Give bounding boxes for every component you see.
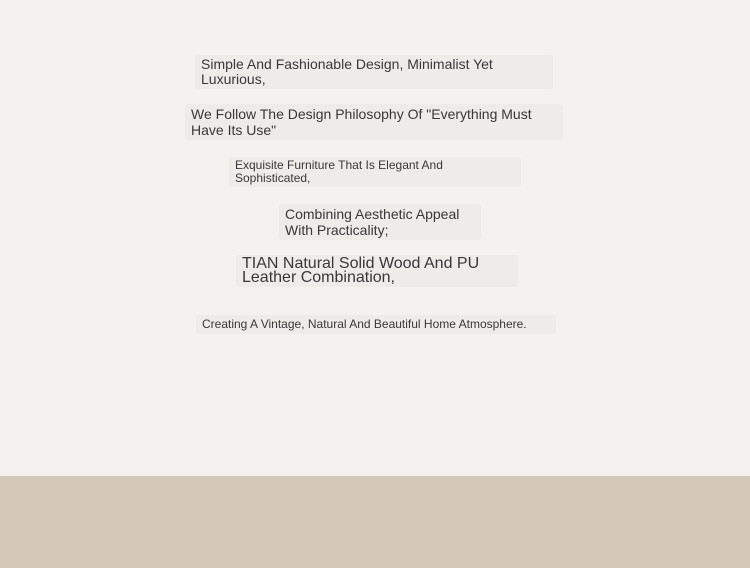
description-line-6: Creating A Vintage, Natural And Beautiful Home Atmosphere.	[196, 315, 556, 334]
description-line-5: TIAN Natural Solid Wood And PU Leather Combination,	[236, 255, 518, 287]
description-line-2: We Follow The Design Philosophy Of "Everything Must Have Its Use"	[185, 104, 563, 140]
description-line-1: Simple And Fashionable Design, Minimalist Yet Luxurious,	[195, 55, 553, 89]
footer-color-band	[0, 476, 750, 568]
description-line-3: Exquisite Furniture That Is Elegant And Sophisticated,	[229, 157, 521, 187]
description-line-4: Combining Aesthetic Appeal With Practicality;	[279, 204, 481, 240]
